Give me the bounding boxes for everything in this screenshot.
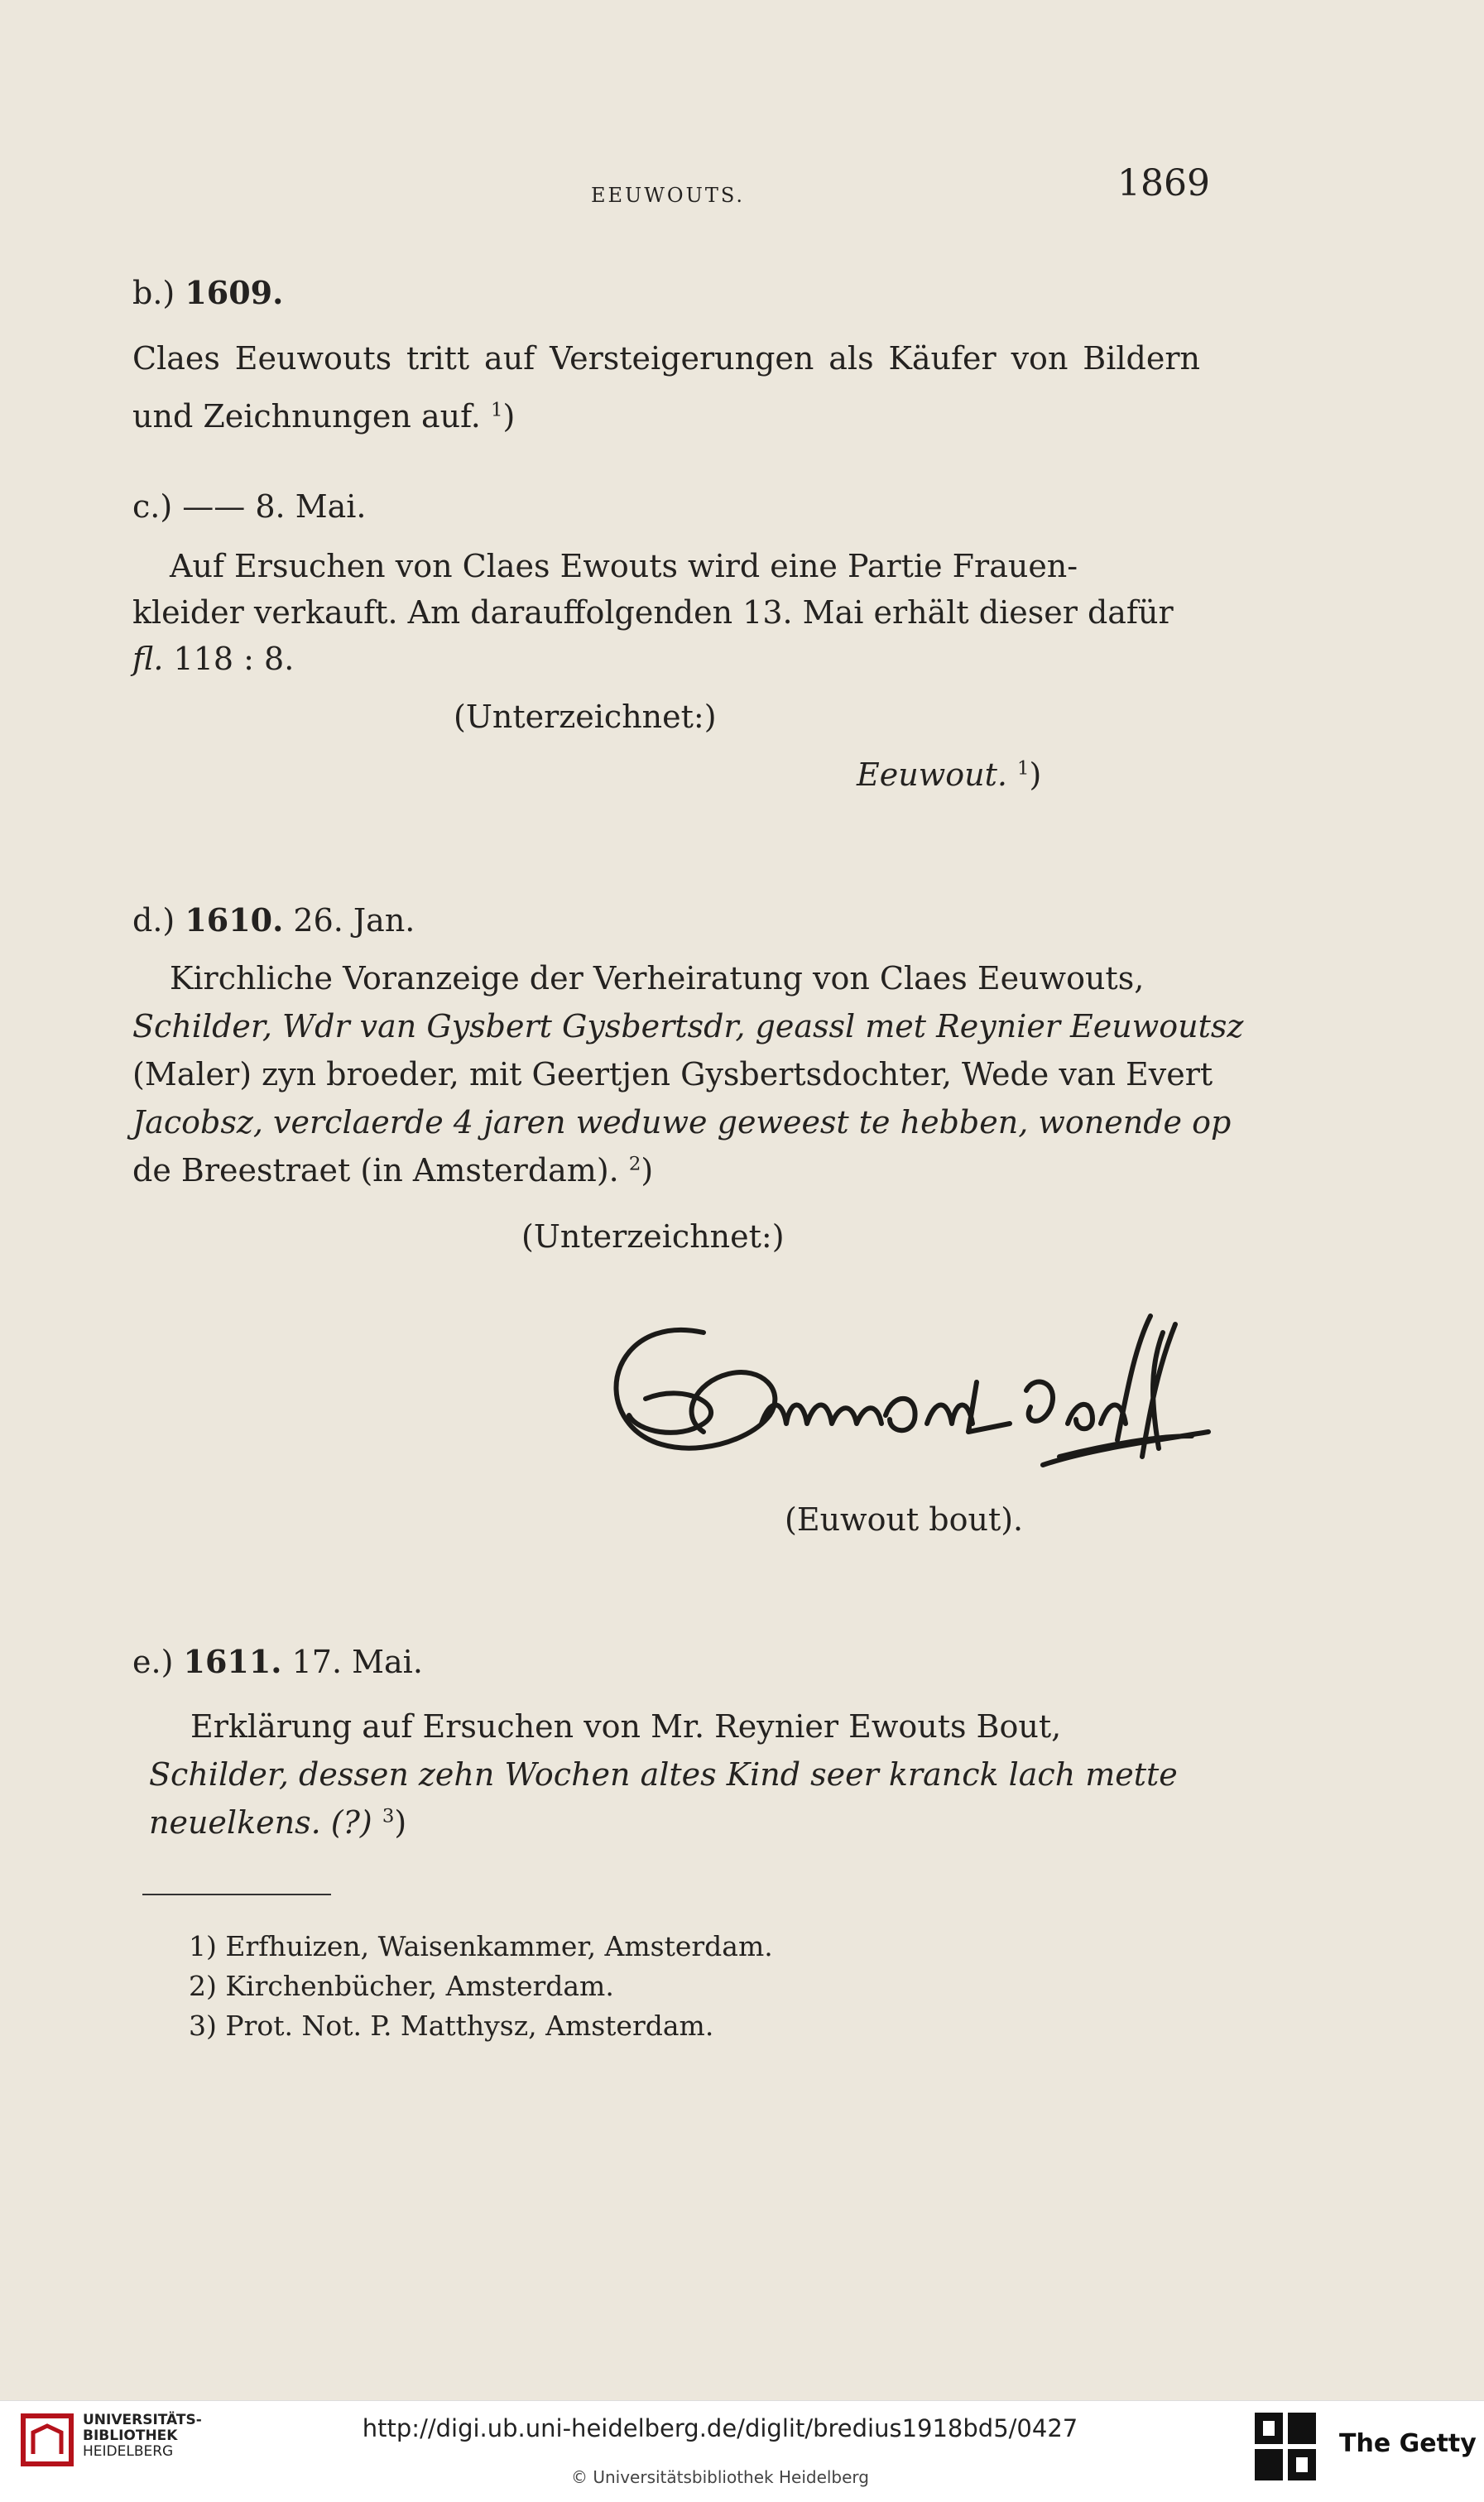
getty-label: The Getty xyxy=(1339,2429,1477,2458)
entry-b-text: Claes Eeuwouts tritt auf Versteigerungen als Käufer von Bildern und Zeichnungen auf. $^1$) xyxy=(132,340,1200,435)
entry-d-signed-label: (Unterzeichnet:) xyxy=(521,1218,785,1255)
page-number: 1869 xyxy=(1117,162,1210,204)
footnote-rule xyxy=(142,1894,331,1895)
entry-b-heading: b.) 1609. xyxy=(132,274,284,311)
entry-d-line-1: Kirchliche Voranzeige der Verheiratung von Claes Eeuwouts, xyxy=(170,960,1145,996)
footnote-2: 2) Kirchenbücher, Amsterdam. xyxy=(189,1970,614,2002)
entry-d-line-5: de Breestraet (in Amsterdam). $^2$) xyxy=(132,1152,654,1189)
entry-d-heading: d.) 1610. 26. Jan. xyxy=(132,901,415,939)
entry-c-signed-label: (Unterzeichnet:) xyxy=(454,699,717,735)
signature-flourish-underline xyxy=(1043,1432,1208,1465)
signature-letters-stroke-2 xyxy=(886,1382,1010,1432)
entry-e-heading: e.) 1611. 17. Mai. xyxy=(132,1643,423,1680)
footnote-1: 1) Erfhuizen, Waisenkammer, Amsterdam. xyxy=(189,1930,773,1962)
source-url-link[interactable]: http://digi.ub.uni-heidelberg.de/diglit/bredius1918bd5/0427 xyxy=(362,2414,1078,2442)
entry-e-line-3: neuelkens. (?) $^3$) xyxy=(149,1804,407,1841)
handwritten-signature xyxy=(579,1299,1225,1482)
university-library-label: UNIVERSITÄTS- BIBLIOTHEK HEIDELBERG xyxy=(83,2412,202,2460)
entry-d-line-2: Schilder, Wdr van Gysbert Gysbertsdr, geassl met Reynier Eeuwoutsz xyxy=(132,1008,1244,1045)
signature-letters-stroke-3 xyxy=(1026,1382,1126,1429)
entry-e-line-2: Schilder, dessen zehn Wochen altes Kind seer kranck lach mette xyxy=(149,1756,1178,1793)
entry-d-line-3: (Maler) zyn broeder, mit Geertjen Gysbertsdochter, Wede van Evert xyxy=(132,1056,1213,1093)
signature-letters-stroke-1 xyxy=(761,1405,881,1424)
entry-c-heading: c.) —— 8. Mai. xyxy=(132,488,367,525)
getty-logo-icon xyxy=(1251,2409,1319,2484)
footnote-3: 3) Prot. Not. P. Matthysz, Amsterdam. xyxy=(189,2010,714,2042)
copyright-text: © Universitätsbibliothek Heidelberg xyxy=(570,2467,869,2487)
entry-d-signature-caption: (Euwout bout). xyxy=(785,1501,1024,1538)
university-library-logo-icon xyxy=(18,2411,76,2469)
footer-bar xyxy=(0,2400,1484,2502)
running-header: EEUWOUTS. xyxy=(591,184,746,207)
entry-c-line-1: Auf Ersuchen von Claes Ewouts wird eine Partie Frauen- xyxy=(170,548,1078,584)
entry-d-line-4: Jacobsz, verclaerde 4 jaren weduwe geweest te hebben, wonende op xyxy=(132,1104,1232,1141)
entry-c-amount: fl. 118 : 8. xyxy=(132,641,295,677)
signature-loop-stroke xyxy=(629,1393,711,1432)
entry-c-line-2: kleider verkauft. Am darauffolgenden 13. Mai erhält dieser dafür xyxy=(132,594,1174,631)
entry-e-line-1: Erklärung auf Ersuchen von Mr. Reynier Ewouts Bout, xyxy=(190,1708,1062,1745)
entry-c-signature: Eeuwout. $^1$) xyxy=(857,756,1042,793)
